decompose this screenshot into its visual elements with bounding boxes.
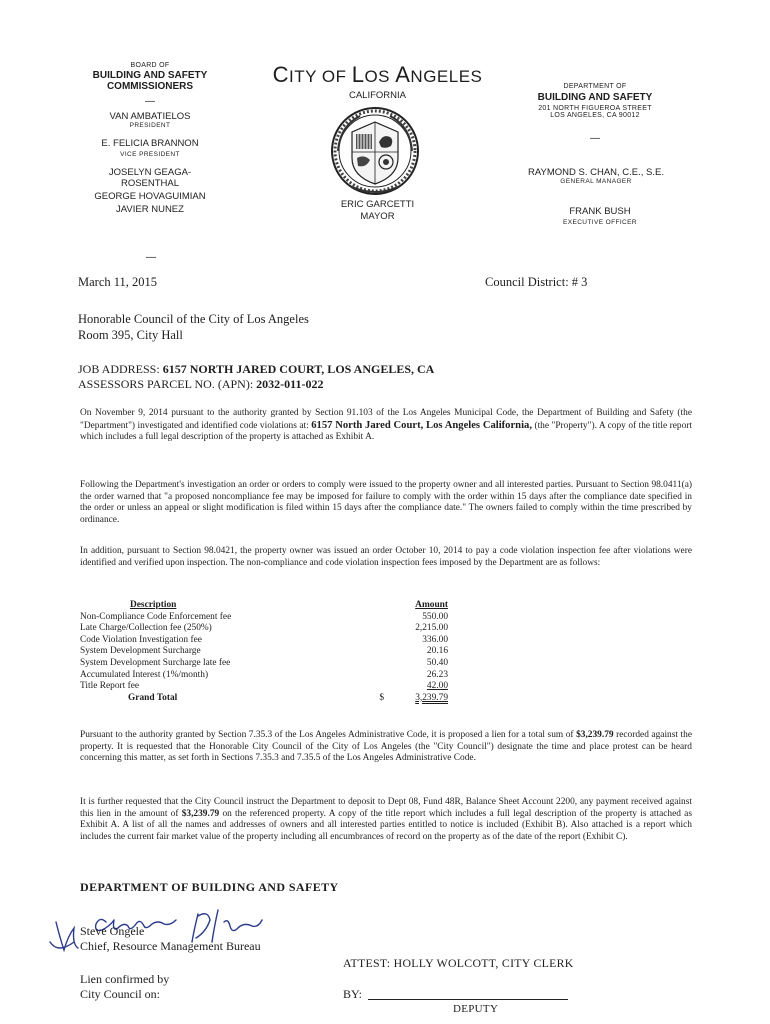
fee-table-header — [80, 600, 448, 612]
job-info — [78, 362, 434, 392]
fee-table — [80, 600, 448, 704]
department-block — [520, 83, 670, 144]
lien-line-2: City Council on: — [80, 987, 161, 1001]
department-signature-heading: DEPARTMENT OF BUILDING AND SAFETY — [80, 880, 339, 894]
lien-line-1: Lien confirmed by — [80, 972, 170, 986]
executive-officer-name: FRANK BUSH — [569, 206, 631, 217]
president-title: PRESIDENT — [129, 122, 171, 129]
general-manager-block — [500, 167, 692, 185]
department-dash: — — [590, 133, 600, 144]
board-title-2: COMMISSIONERS — [106, 81, 194, 92]
president-name: VAN AMBATIELOS — [109, 111, 191, 122]
table-row: Late Charge/Collection fee (250%) 2,215.00 — [80, 623, 448, 634]
board-dash: — — [145, 96, 155, 107]
attest-line: ATTEST: HOLLY WOLCOTT, CITY CLERK — [343, 956, 574, 970]
executive-officer-title: EXECUTIVE OFFICER — [563, 219, 637, 226]
commissioner-3: JAVIER NUNEZ — [116, 204, 184, 215]
amount-header: Amount — [415, 600, 448, 610]
general-manager-name: RAYMOND S. CHAN, C.E., S.E. — [527, 167, 664, 178]
department-title: BUILDING AND SAFETY — [537, 92, 653, 103]
board-block — [80, 62, 220, 215]
table-row: Accumulated Interest (1%/month) 26.23 — [80, 669, 448, 680]
paragraph-1: On November 9, 2014 pursuant to the authority granted by Section 91.103 of the Los Angeles Municipal Code, the Department of Building and Safety (the "Department") investigated and identified code violations at: 6157 North Jared Court, Los Angeles California, (the "Property"). A copy of the title report which includes a full legal description of the property is attached as Exhibit A. — [80, 408, 692, 443]
signer-name: Steve Ongele — [80, 924, 145, 938]
currency-symbol: $ — [379, 692, 384, 703]
general-manager-title: GENERAL MANAGER — [560, 178, 632, 185]
header-divider-dash: — — [146, 252, 156, 263]
deputy-signature-line — [368, 999, 568, 1000]
board-label: BOARD OF — [130, 62, 170, 69]
signer-title: Chief, Resource Management Bureau — [80, 939, 261, 953]
recipient — [78, 311, 309, 343]
department-address-1: 201 NORTH FIGUEROA STREET — [538, 105, 652, 112]
table-row: Title Report fee 42.00 — [80, 681, 448, 692]
description-header: Description — [130, 600, 177, 610]
table-row: Code Violation Investigation fee 336.00 — [80, 634, 448, 645]
council-district: Council District: # 3 — [485, 275, 588, 289]
paragraph-2: Following the Department's investigation an order or orders to comply were issued to the property owner and all interested parties. Pursuant to Section 98.0411(a) the order warned that "a proposed noncompliance fee may be imposed for failure to comply with the order within 15 days after the compliance date specified in the order or unless an appeal or slight modification is filed within 15 days after the compliance date." The owners failed to comply within the time prescribed by ordinance. — [80, 480, 692, 525]
grand-total-label: Grand Total — [128, 692, 178, 703]
table-row: System Development Surcharge late fee 50.40 — [80, 657, 448, 668]
lien-confirmation — [80, 972, 169, 1002]
commissioner-2: GEORGE HOVAGUIMIAN — [94, 191, 206, 202]
apn-line: ASSESSORS PARCEL NO. (APN): 2032-011-022 — [78, 377, 324, 391]
table-row: Non-Compliance Code Enforcement fee 550.00 — [80, 611, 448, 622]
vice-president-name: E. FELICIA BRANNON — [101, 138, 199, 149]
department-address-2: LOS ANGELES, CA 90012 — [550, 112, 640, 119]
table-row: System Development Surcharge 20.16 — [80, 646, 448, 657]
commissioner-1: JOSELYN GEAGA-ROSENTHAL — [108, 167, 192, 189]
city-title: CITY OF LOS ANGELES — [272, 62, 483, 87]
executive-officer-block — [520, 206, 680, 226]
letter-date: March 11, 2015 — [78, 275, 158, 289]
department-label: DEPARTMENT OF — [563, 83, 627, 90]
mayor-block — [300, 199, 455, 222]
mayor-name: ERIC GARCETTI — [340, 199, 415, 210]
apn-number: 2032-011-022 — [256, 377, 324, 391]
grand-total-amount: 3,239.79 — [415, 692, 448, 703]
city-seal-icon — [330, 106, 420, 196]
paragraph-5: It is further requested that the City Council instruct the Department to deposit to Dept 08, Fund 48R, Balance Sheet Account 2200, any payment received against this lien in the amount of $3,239.79 on the referenced property. A copy of the title report which includes a full legal description of the property is attached as Exhibit A. A list of all the names and addresses of owners and all interested parties entitled to notice is included (Exhibit B). Also attached is a report which includes the current fair market value of the property including all encumbrances of record on the property as of the date of the report (Exhibit C). — [80, 797, 692, 842]
mayor-title: MAYOR — [360, 211, 395, 222]
job-address: 6157 NORTH JARED COURT, LOS ANGELES, CA — [162, 362, 435, 376]
vice-president-title: VICE PRESIDENT — [120, 151, 180, 158]
recipient-line-2: Room 395, City Hall — [78, 328, 183, 342]
paragraph-4: Pursuant to the authority granted by Section 7.35.3 of the Los Angeles Administrative Code, it is proposed a lien for a total sum of $3,239.79 recorded against the property. It is requested that the Honorable City Council of the City of Los Angeles (the "City Council") designate the time and place protest can be heard concerning this matter, as set forth in Sections 7.35.3 and 7.35.5 of the Los Angeles Administrative Code. — [80, 730, 692, 764]
by-label: BY: — [343, 987, 362, 1001]
grand-total-row — [80, 693, 448, 705]
paragraph-3: In addition, pursuant to Section 98.0421, the property owner was issued an order October 10, 2014 to pay a code violation inspection fee after violations were identified and verified upon inspection. The non-compliance and code violation inspection fees imposed by the Department are as follows: — [80, 546, 692, 568]
deputy-label: DEPUTY — [453, 1003, 499, 1015]
board-title-1: BUILDING AND SAFETY — [92, 70, 208, 81]
signer-block — [80, 924, 261, 954]
state-label: CALIFORNIA — [348, 90, 406, 101]
city-header — [255, 62, 500, 101]
job-address-line: JOB ADDRESS: 6157 NORTH JARED COURT, LOS ANGELES, CA — [78, 362, 435, 376]
recipient-line-1: Honorable Council of the City of Los Angeles — [78, 312, 309, 326]
